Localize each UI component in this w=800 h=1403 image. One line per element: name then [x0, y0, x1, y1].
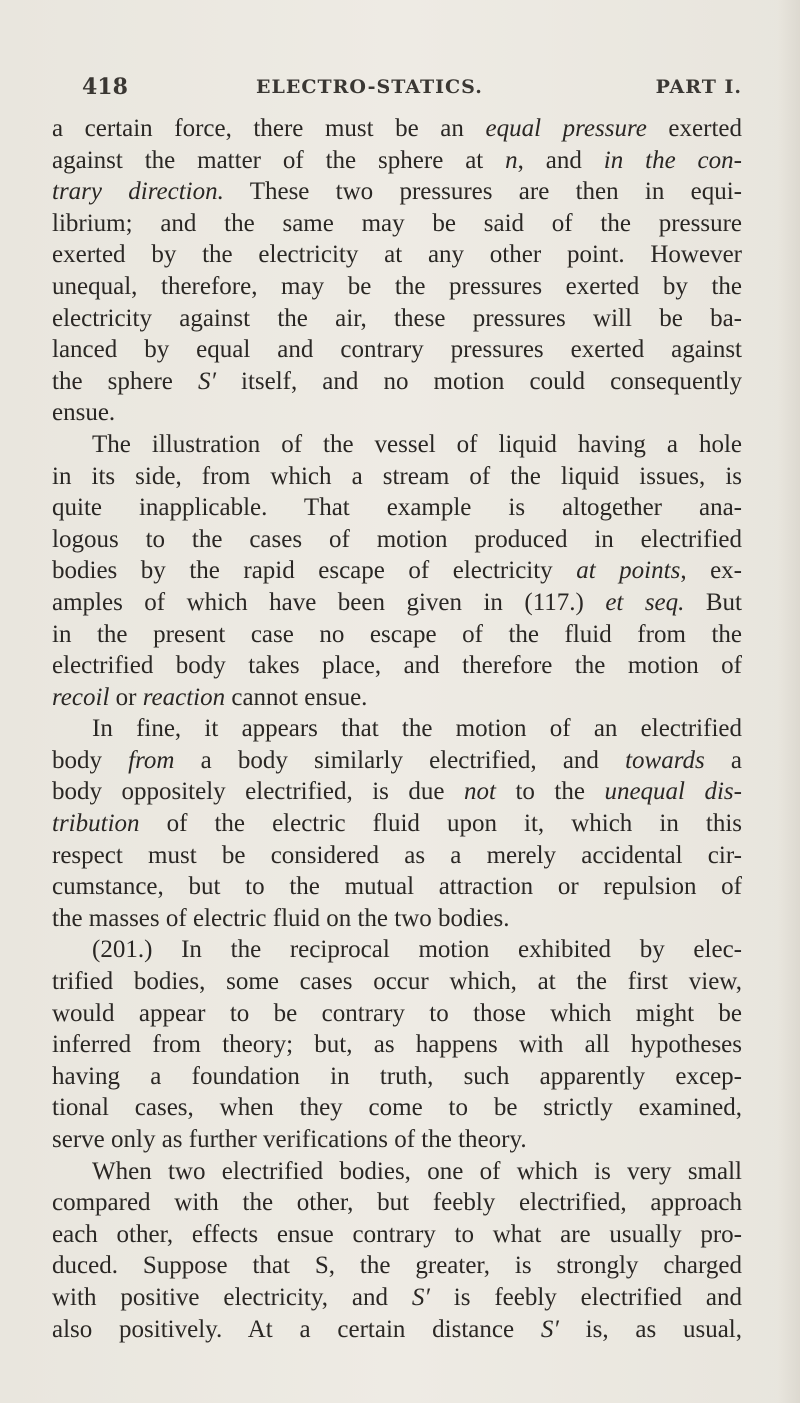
text-line [52, 776, 742, 808]
italic-run: in the con- [603, 146, 742, 174]
part-label: PART I. [655, 76, 742, 98]
text-line [52, 334, 742, 366]
text-run: is feebly electrified and [429, 1283, 742, 1311]
paragraph [52, 113, 742, 429]
text-line [52, 650, 742, 682]
text-line [52, 1029, 742, 1061]
text-line [52, 713, 742, 745]
italic-run: unequal dis- [604, 778, 742, 806]
text-line [52, 1250, 742, 1282]
text-line [52, 1282, 742, 1314]
text-run: having a foundation in truth, such apparently excep- [52, 1062, 742, 1090]
text-line [52, 619, 742, 651]
paragraph [52, 713, 742, 934]
text-run: bodies by the rapid escape of electricity [52, 557, 577, 585]
text-run: compared with the other, but feebly electrified, approach [52, 1189, 742, 1217]
text-line [52, 555, 742, 587]
text-line [52, 145, 742, 177]
text-run: itself, and no motion could consequently [215, 367, 743, 395]
paragraph [52, 934, 742, 1155]
text-run: the masses of electric fluid on the two bodies. [52, 904, 510, 932]
text-line [52, 461, 742, 493]
text-run: cumstance, but to the mutual attraction or repulsion of [52, 873, 742, 901]
text-line [52, 239, 742, 271]
text-run: serve only as further verifications of the theory. [52, 1126, 527, 1153]
text-run: against the matter of the sphere at [52, 146, 506, 174]
text-line [52, 492, 742, 524]
text-run: or [109, 683, 143, 711]
text-run: The illustration of the vessel of liquid having a hole [92, 430, 742, 458]
text-run: These two pressures are then in equi- [223, 178, 742, 206]
text-line [52, 1156, 742, 1188]
text-run: But [684, 588, 742, 616]
text-line [52, 429, 742, 461]
italic-run: equal pressure [485, 115, 647, 142]
text-run: in its side, from which a stream of the liquid issues, is [52, 462, 742, 490]
text-line [52, 397, 742, 429]
text-run: (201.) In the reciprocal motion exhibited by elec- [92, 936, 742, 964]
text-run: , ex- [680, 557, 743, 585]
text-line [52, 808, 742, 840]
text-run: inferred from theory; but, as happens with all hypotheses [52, 1031, 742, 1059]
text-run: body [52, 746, 129, 774]
text-line [52, 1219, 742, 1251]
italic-run: tribution [52, 810, 140, 838]
text-run: electrified body takes place, and therefore the motion of [52, 652, 742, 680]
text-run: , and [517, 146, 604, 174]
text-line [52, 934, 742, 966]
text-line [52, 1187, 742, 1219]
text-line [52, 966, 742, 998]
text-run: the sphere [52, 367, 198, 395]
text-line [52, 998, 742, 1030]
paragraph [52, 1156, 742, 1346]
text-run: a certain force, there must be an [52, 115, 486, 142]
italic-run: reaction [142, 683, 226, 711]
text-run: In fine, it appears that the motion of an electrified [92, 715, 742, 743]
italic-run: n [505, 146, 518, 174]
text-run: electricity against the air, these pressures will be ba- [52, 304, 742, 332]
text-line [52, 524, 742, 556]
running-header [82, 74, 742, 108]
text-run: trified bodies, some cases occur which, at the first view, [52, 968, 742, 996]
text-run: a [704, 746, 743, 774]
page-edge-shadow [778, 0, 800, 1403]
italic-run: S′ [197, 367, 216, 395]
text-line [52, 1314, 742, 1346]
body-text [52, 113, 742, 1345]
italic-run: from [128, 746, 175, 774]
text-run: a body similarly electrified, and [174, 746, 626, 774]
italic-run: at points [576, 557, 681, 585]
text-run: is, as usual, [558, 1315, 743, 1343]
text-run: also positively. At a certain distance [52, 1315, 541, 1343]
text-run: duced. Suppose that S, the greater, is strongly charged [52, 1252, 742, 1280]
text-run: in the present case no escape of the fluid from the [52, 620, 742, 648]
text-line [52, 587, 742, 619]
text-run: exerted [646, 115, 742, 142]
running-title: ELECTRO-STATICS. [256, 76, 483, 98]
text-line [52, 1092, 742, 1124]
text-run: unequal, therefore, may be the pressures exerted by the [52, 272, 742, 300]
text-run: exerted by the electricity at any other point. However [52, 241, 742, 269]
text-run: body oppositely electrified, is due [52, 778, 464, 806]
text-line [52, 208, 742, 240]
text-run: amples of which have been given in (117.) [52, 588, 606, 616]
text-line [52, 1124, 742, 1156]
text-run: logous to the cases of motion produced in electrified [52, 525, 742, 553]
text-run: to the [495, 778, 605, 806]
text-line [52, 176, 742, 208]
italic-run: S′ [411, 1283, 430, 1311]
text-run: cannot ensue. [225, 683, 368, 711]
text-run: tional cases, when they come to be strictly examined, [52, 1094, 742, 1122]
text-run: lanced by equal and contrary pressures exerted against [52, 336, 742, 364]
italic-run: et seq. [605, 588, 685, 616]
text-run: When two electrified bodies, one of which is very small [92, 1157, 742, 1185]
text-run: each other, effects ensue contrary to what are usually pro- [52, 1220, 742, 1248]
italic-run: trary direction. [52, 178, 224, 206]
text-line [52, 113, 742, 145]
text-run: would appear to be contrary to those which might be [52, 999, 742, 1027]
text-run: respect must be considered as a merely accidental cir- [52, 841, 742, 869]
text-run: with positive electricity, and [52, 1283, 412, 1311]
text-line [52, 682, 742, 714]
text-line [52, 1061, 742, 1093]
text-run: of the electric fluid upon it, which in this [139, 810, 742, 838]
text-line [52, 745, 742, 777]
italic-run: towards [625, 746, 705, 774]
text-run: ensue. [52, 399, 116, 427]
text-run: quite inapplicable. That example is altogether ana- [52, 494, 742, 522]
text-line [52, 366, 742, 398]
text-line [52, 303, 742, 335]
text-line [52, 903, 742, 935]
text-line [52, 840, 742, 872]
text-line [52, 871, 742, 903]
italic-run: S′ [540, 1315, 559, 1343]
italic-run: recoil [52, 683, 110, 711]
text-run: librium; and the same may be said of the pressure [52, 209, 742, 237]
text-line [52, 271, 742, 303]
paragraph [52, 429, 742, 713]
italic-run: not [464, 778, 496, 806]
page-number: 418 [82, 74, 128, 100]
